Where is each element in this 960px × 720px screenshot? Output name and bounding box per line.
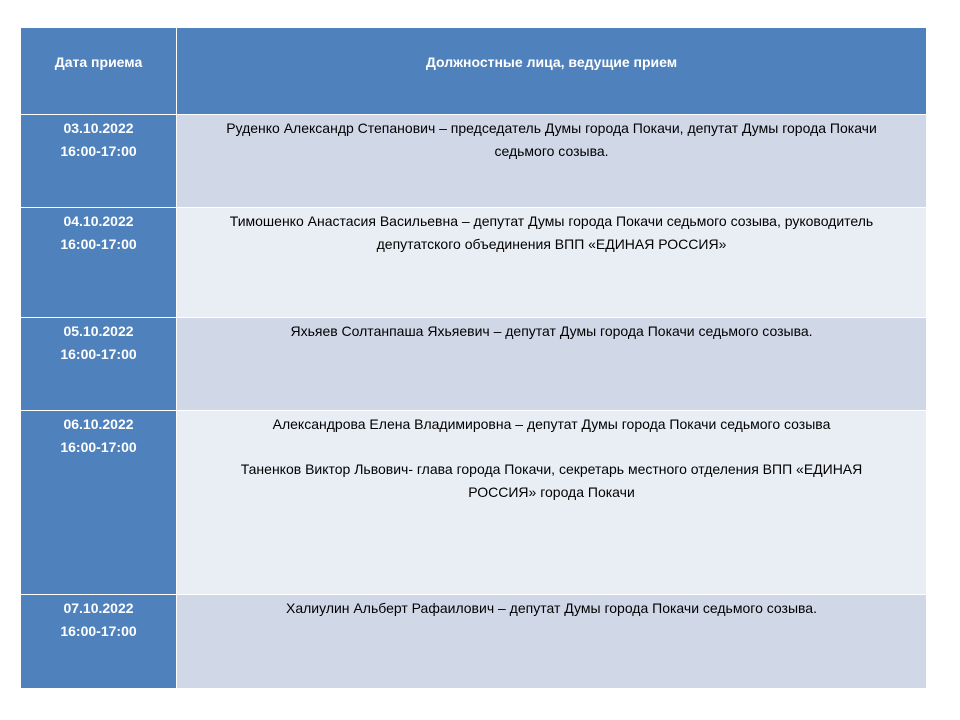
table-row xyxy=(21,318,927,411)
time: 16:00-17:00 xyxy=(60,439,137,455)
official-text: Халиулин Альберт Рафаилович – депутат Думы города Покачи седьмого созыва. xyxy=(286,600,817,616)
date-cell xyxy=(21,208,177,318)
date-cell xyxy=(21,318,177,411)
table-row xyxy=(21,411,927,595)
date-cell xyxy=(21,595,177,689)
time: 16:00-17:00 xyxy=(60,236,137,252)
date-cell xyxy=(21,411,177,595)
paragraph-spacer xyxy=(183,436,920,458)
date: 03.10.2022 xyxy=(63,120,134,136)
table-row xyxy=(21,595,927,689)
date: 04.10.2022 xyxy=(63,213,134,229)
official-cell xyxy=(177,411,927,595)
official-cell xyxy=(177,318,927,411)
time: 16:00-17:00 xyxy=(60,346,137,362)
time: 16:00-17:00 xyxy=(60,623,137,639)
date: 06.10.2022 xyxy=(63,416,134,432)
header-officials: Должностные лица, ведущие прием xyxy=(177,28,927,115)
table-header-row xyxy=(21,28,927,115)
date: 07.10.2022 xyxy=(63,600,134,616)
date: 05.10.2022 xyxy=(63,323,134,339)
table-row xyxy=(21,115,927,208)
official-text: РОССИЯ» города Покачи xyxy=(468,484,635,500)
official-text: Александрова Елена Владимировна – депутат Думы города Покачи седьмого созыва xyxy=(272,416,831,432)
schedule-table xyxy=(20,27,927,689)
official-text: седьмого созыва. xyxy=(494,143,609,159)
official-text: Тимошенко Анастасия Васильевна – депутат Думы города Покачи седьмого созыва, руководитель xyxy=(229,213,874,229)
official-cell xyxy=(177,595,927,689)
official-text: Руденко Александр Степанович – председатель Думы города Покачи, депутат Думы города Покачи xyxy=(226,120,877,136)
table-row xyxy=(21,208,927,318)
official-text: Яхьяев Солтанпаша Яхьяевич – депутат Думы города Покачи седьмого созыва. xyxy=(290,323,813,339)
official-cell xyxy=(177,115,927,208)
official-cell xyxy=(177,208,927,318)
date-cell xyxy=(21,115,177,208)
time: 16:00-17:00 xyxy=(60,143,137,159)
official-text: Таненков Виктор Львович- глава города Покачи, секретарь местного отделения ВПП «ЕДИНАЯ xyxy=(240,461,863,477)
official-text: депутатского объединения ВПП «ЕДИНАЯ РОССИЯ» xyxy=(376,236,727,252)
header-date: Дата приема xyxy=(21,28,177,115)
